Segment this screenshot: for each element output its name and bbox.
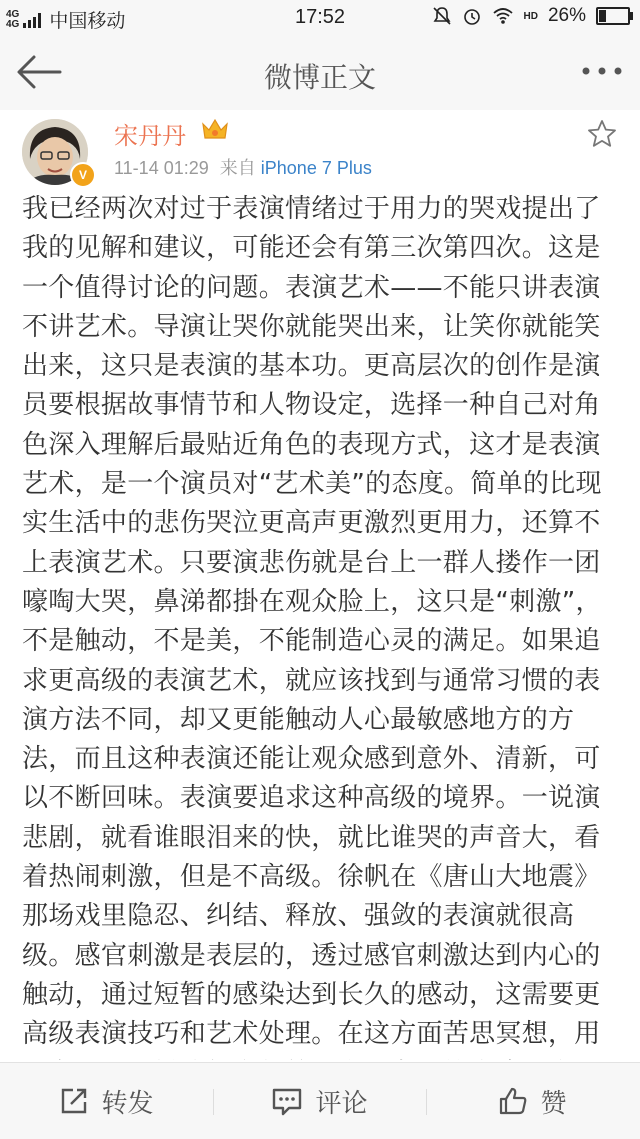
carrier-name: 中国移动: [49, 11, 126, 32]
post-timestamp: 11-14 01:29: [114, 158, 209, 178]
nav-bar: [0, 36, 640, 110]
network-type: 4G: [6, 8, 20, 20]
battery-fill: [599, 10, 606, 22]
wifi-icon: [492, 7, 514, 25]
mute-icon: [432, 6, 452, 26]
verified-badge: V: [70, 162, 96, 188]
more-dots-icon[interactable]: [580, 56, 624, 86]
battery-percent: 26%: [547, 5, 586, 26]
comment-label: 评论: [315, 1088, 368, 1119]
repost-label: 转发: [101, 1088, 154, 1119]
username[interactable]: 宋丹丹: [114, 122, 186, 150]
comment-button[interactable]: [213, 1063, 426, 1139]
crown-badge-icon: [200, 116, 230, 142]
source-link[interactable]: iPhone 7 Plus: [260, 158, 372, 178]
comment-icon: [271, 1086, 303, 1116]
network-type-secondary: 4G: [6, 18, 20, 30]
status-bar: [0, 0, 640, 36]
alarm-icon: [462, 6, 482, 26]
status-time: 17:52: [294, 6, 346, 28]
post-header: [0, 110, 640, 192]
like-button[interactable]: [426, 1063, 639, 1139]
hd-indicator: HD: [523, 10, 538, 22]
battery-icon: [596, 7, 630, 25]
action-bar: [0, 1062, 640, 1139]
thumbs-up-icon: [498, 1086, 528, 1116]
repost-icon: [59, 1086, 89, 1116]
like-label: 赞: [540, 1088, 567, 1119]
post-body: 我已经两次对过于表演情绪过于用力的哭戏提出了我的见解和建议，可能还会有第三次第四次。这是一个值得讨论的问题。表演艺术——不能只讲表演不讲艺术。导演让哭你就能哭出来，让笑你就能笑出来，这只是表演的基本功。更高层次的创作是演员要根据故事情节和人物设定，选择一种自己对角色深入理解后最贴近角色的表现方式，这才是表演艺术，是一个演员对“艺术美”的态度。简单的比现实生活中的悲伤哭泣更高声更激烈更用力，还算不上表演艺术。只要演悲伤就是台上一群人搂作一团嚎啕大哭，鼻涕都掛在观众脸上，这只是“刺激”，不是触动，不是美，不能制造心灵的满足。如果追求更高级的表演艺术，就应该找到与通常习惯的表演方法不同，却又更能触动人心最敏感地方的方法，而且这种表演还能让观众感到意外、清新，可以不断回味。表演要追求这种高级的境界。一说演悲剧，就看谁眼泪来的快，就比谁哭的声音大，看着热闹刺激，但是不高级。徐帆在《唐山大地震》那场戏里隐忍、纠结、释放、强敛的表演就很高级。感官刺激是表层的，透过感官刺激达到内心的触动，通过短暂的感染达到长久的感动，这需要更高级表演技巧和艺术处理。在这方面苦思冥想，用: [22, 194, 602, 1050]
post-meta: [114, 154, 372, 180]
status-right: [432, 5, 630, 27]
source-prefix: 来自: [219, 158, 256, 178]
page-title: 微博正文: [263, 61, 376, 94]
repost-button[interactable]: [0, 1063, 213, 1139]
star-icon[interactable]: [586, 118, 618, 150]
